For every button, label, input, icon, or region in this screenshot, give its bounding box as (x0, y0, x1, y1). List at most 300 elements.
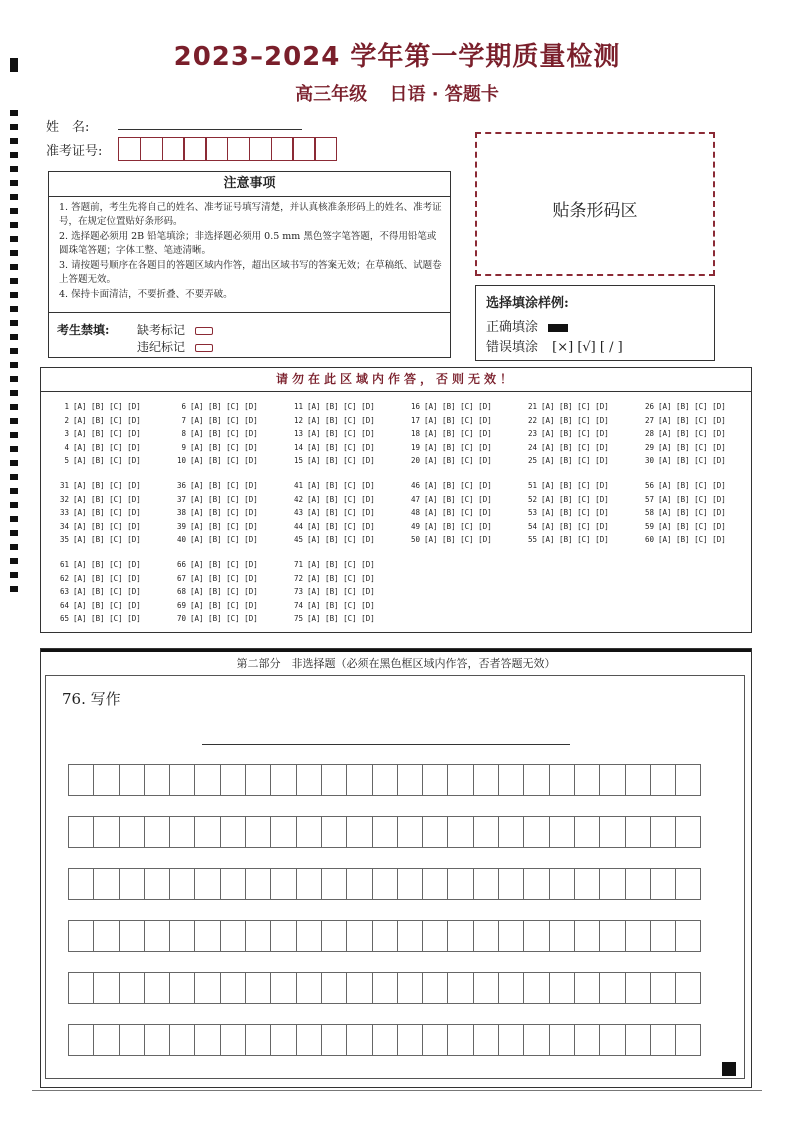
answer-options[interactable]: [A] [B] [C] [D] (73, 521, 141, 531)
answer-options[interactable]: [A] [B] [C] [D] (424, 402, 492, 411)
writing-cell[interactable] (473, 920, 499, 952)
writing-cell[interactable] (498, 764, 524, 796)
writing-cell[interactable] (245, 1024, 271, 1056)
mc-question[interactable] (404, 416, 492, 425)
writing-cell[interactable] (675, 972, 701, 1004)
mc-question[interactable] (404, 429, 492, 438)
writing-cell[interactable] (245, 868, 271, 900)
writing-cell[interactable] (220, 972, 246, 1004)
writing-grid-row[interactable] (68, 816, 700, 848)
answer-options[interactable]: [A] [B] [C] [D] (541, 508, 609, 517)
answer-options[interactable]: [A] [B] [C] [D] (424, 494, 492, 504)
writing-cell[interactable] (119, 920, 145, 952)
mc-question[interactable] (638, 508, 726, 517)
writing-cell[interactable] (447, 972, 473, 1004)
writing-cell[interactable] (119, 1024, 145, 1056)
answer-options[interactable]: [A] [B] [C] [D] (190, 573, 258, 583)
writing-cell[interactable] (296, 868, 322, 900)
writing-cell[interactable] (245, 764, 271, 796)
exam-id-digit-box[interactable] (205, 137, 228, 161)
mc-question[interactable] (404, 443, 492, 452)
mc-question[interactable] (404, 495, 492, 504)
writing-cell[interactable] (498, 816, 524, 848)
mc-question[interactable] (638, 416, 726, 425)
writing-cell[interactable] (68, 920, 94, 952)
mc-question[interactable] (53, 416, 141, 425)
writing-cell[interactable] (397, 816, 423, 848)
mc-question[interactable] (170, 574, 258, 583)
mc-question[interactable] (521, 416, 609, 425)
mc-question[interactable] (638, 495, 726, 504)
answer-options[interactable]: [A] [B] [C] [D] (658, 508, 726, 517)
writing-cell[interactable] (422, 764, 448, 796)
mc-question[interactable] (53, 429, 141, 438)
mc-question[interactable] (53, 522, 141, 531)
writing-cell[interactable] (93, 816, 119, 848)
writing-cell[interactable] (650, 764, 676, 796)
writing-cell[interactable] (397, 972, 423, 1004)
writing-cell[interactable] (498, 972, 524, 1004)
mc-question[interactable] (638, 456, 726, 465)
writing-cell[interactable] (68, 1024, 94, 1056)
writing-cell[interactable] (346, 972, 372, 1004)
writing-cell[interactable] (321, 972, 347, 1004)
mc-question[interactable] (53, 508, 141, 517)
writing-cell[interactable] (296, 972, 322, 1004)
writing-cell[interactable] (473, 1024, 499, 1056)
writing-cell[interactable] (220, 764, 246, 796)
writing-cell[interactable] (169, 1024, 195, 1056)
mc-question[interactable] (53, 535, 141, 544)
writing-cell[interactable] (194, 972, 220, 1004)
absent-mark-box[interactable] (195, 327, 213, 335)
violation-mark-box[interactable] (195, 344, 213, 352)
writing-cell[interactable] (144, 868, 170, 900)
writing-cell[interactable] (144, 920, 170, 952)
mc-question[interactable] (638, 535, 726, 544)
mc-question[interactable] (287, 587, 375, 596)
writing-cell[interactable] (372, 816, 398, 848)
mc-question[interactable] (53, 456, 141, 465)
writing-cell[interactable] (498, 868, 524, 900)
mc-question[interactable] (521, 429, 609, 438)
mc-question[interactable] (170, 402, 258, 411)
writing-cell[interactable] (422, 868, 448, 900)
writing-cell[interactable] (650, 972, 676, 1004)
writing-cell[interactable] (625, 764, 651, 796)
writing-cell[interactable] (68, 816, 94, 848)
writing-cell[interactable] (473, 972, 499, 1004)
mc-question[interactable] (287, 560, 375, 569)
writing-cell[interactable] (270, 816, 296, 848)
mc-question[interactable] (170, 522, 258, 531)
writing-cell[interactable] (93, 972, 119, 1004)
mc-question[interactable] (638, 443, 726, 452)
writing-grid-row[interactable] (68, 972, 700, 1004)
answer-options[interactable]: [A] [B] [C] [D] (73, 402, 141, 411)
writing-cell[interactable] (321, 764, 347, 796)
writing-cell[interactable] (270, 972, 296, 1004)
writing-cell[interactable] (169, 816, 195, 848)
answer-options[interactable]: [A] [B] [C] [D] (424, 521, 492, 531)
writing-cell[interactable] (625, 816, 651, 848)
answer-options[interactable]: [A] [B] [C] [D] (307, 415, 375, 425)
answer-options[interactable]: [A] [B] [C] [D] (190, 429, 258, 438)
answer-options[interactable]: [A] [B] [C] [D] (73, 481, 141, 490)
mc-question[interactable] (287, 522, 375, 531)
mc-question[interactable] (287, 508, 375, 517)
writing-cell[interactable] (169, 920, 195, 952)
mc-question[interactable] (170, 443, 258, 452)
answer-options[interactable]: [A] [B] [C] [D] (307, 456, 375, 465)
writing-cell[interactable] (675, 764, 701, 796)
writing-cell[interactable] (422, 920, 448, 952)
writing-cell[interactable] (523, 764, 549, 796)
mc-question[interactable] (170, 614, 258, 623)
mc-question[interactable] (287, 614, 375, 623)
answer-options[interactable]: [A] [B] [C] [D] (190, 456, 258, 465)
mc-question[interactable] (287, 402, 375, 411)
writing-cell[interactable] (447, 868, 473, 900)
mc-question[interactable] (170, 416, 258, 425)
mc-question[interactable] (521, 508, 609, 517)
mc-question[interactable] (170, 560, 258, 569)
writing-cell[interactable] (523, 1024, 549, 1056)
writing-cell[interactable] (397, 1024, 423, 1056)
writing-cell[interactable] (447, 816, 473, 848)
answer-options[interactable]: [A] [B] [C] [D] (658, 456, 726, 465)
mc-question[interactable] (287, 481, 375, 490)
writing-cell[interactable] (93, 868, 119, 900)
mc-question[interactable] (53, 481, 141, 490)
answer-options[interactable]: [A] [B] [C] [D] (541, 415, 609, 425)
exam-id-digit-box[interactable] (118, 137, 141, 161)
mc-question[interactable] (53, 402, 141, 411)
writing-cell[interactable] (625, 972, 651, 1004)
writing-cell[interactable] (372, 764, 398, 796)
writing-cell[interactable] (245, 972, 271, 1004)
writing-cell[interactable] (93, 1024, 119, 1056)
answer-options[interactable]: [A] [B] [C] [D] (541, 429, 609, 438)
writing-cell[interactable] (296, 764, 322, 796)
writing-cell[interactable] (447, 764, 473, 796)
answer-options[interactable]: [A] [B] [C] [D] (190, 535, 258, 544)
answer-options[interactable]: [A] [B] [C] [D] (307, 494, 375, 504)
mc-question[interactable] (404, 402, 492, 411)
answer-options[interactable]: [A] [B] [C] [D] (73, 600, 141, 610)
mc-question[interactable] (521, 481, 609, 490)
writing-cell[interactable] (372, 868, 398, 900)
mc-question[interactable] (521, 443, 609, 452)
exam-id-digit-box[interactable] (314, 137, 337, 161)
writing-cell[interactable] (549, 816, 575, 848)
mc-question[interactable] (170, 508, 258, 517)
mc-question[interactable] (404, 456, 492, 465)
answer-options[interactable]: [A] [B] [C] [D] (73, 508, 141, 517)
writing-cell[interactable] (321, 1024, 347, 1056)
writing-grid-row[interactable] (68, 868, 700, 900)
writing-grid-row[interactable] (68, 920, 700, 952)
answer-options[interactable]: [A] [B] [C] [D] (541, 456, 609, 465)
answer-options[interactable]: [A] [B] [C] [D] (190, 521, 258, 531)
exam-id-digit-box[interactable] (249, 137, 272, 161)
writing-cell[interactable] (321, 816, 347, 848)
writing-cell[interactable] (296, 816, 322, 848)
writing-cell[interactable] (194, 764, 220, 796)
answer-options[interactable]: [A] [B] [C] [D] (190, 415, 258, 425)
writing-cell[interactable] (169, 764, 195, 796)
answer-options[interactable]: [A] [B] [C] [D] (658, 442, 726, 452)
exam-id-digit-box[interactable] (227, 137, 250, 161)
answer-options[interactable]: [A] [B] [C] [D] (424, 429, 492, 438)
writing-cell[interactable] (270, 920, 296, 952)
mc-question[interactable] (53, 574, 141, 583)
answer-options[interactable]: [A] [B] [C] [D] (190, 560, 258, 569)
exam-id-boxes[interactable] (118, 137, 336, 161)
answer-options[interactable]: [A] [B] [C] [D] (73, 442, 141, 452)
writing-cell[interactable] (346, 764, 372, 796)
writing-cell[interactable] (574, 920, 600, 952)
answer-options[interactable]: [A] [B] [C] [D] (541, 494, 609, 504)
writing-cell[interactable] (372, 1024, 398, 1056)
mc-question[interactable] (287, 416, 375, 425)
writing-cell[interactable] (119, 972, 145, 1004)
writing-cell[interactable] (574, 816, 600, 848)
writing-cell[interactable] (220, 868, 246, 900)
mc-question[interactable] (170, 456, 258, 465)
answer-options[interactable]: [A] [B] [C] [D] (307, 560, 375, 569)
writing-cell[interactable] (169, 868, 195, 900)
writing-cell[interactable] (650, 1024, 676, 1056)
answer-options[interactable]: [A] [B] [C] [D] (307, 508, 375, 517)
writing-cell[interactable] (144, 816, 170, 848)
answer-options[interactable]: [A] [B] [C] [D] (307, 600, 375, 610)
answer-options[interactable]: [A] [B] [C] [D] (307, 442, 375, 452)
writing-cell[interactable] (220, 816, 246, 848)
writing-cell[interactable] (397, 868, 423, 900)
writing-cell[interactable] (599, 868, 625, 900)
answer-options[interactable]: [A] [B] [C] [D] (190, 508, 258, 517)
answer-options[interactable]: [A] [B] [C] [D] (190, 481, 258, 490)
essay-title-line[interactable] (202, 744, 570, 745)
writing-cell[interactable] (119, 816, 145, 848)
writing-cell[interactable] (372, 972, 398, 1004)
writing-cell[interactable] (321, 868, 347, 900)
writing-cell[interactable] (169, 972, 195, 1004)
writing-cell[interactable] (625, 868, 651, 900)
mc-question[interactable] (287, 535, 375, 544)
answer-options[interactable]: [A] [B] [C] [D] (73, 456, 141, 465)
answer-options[interactable]: [A] [B] [C] [D] (424, 481, 492, 490)
writing-cell[interactable] (245, 816, 271, 848)
writing-cell[interactable] (194, 868, 220, 900)
answer-options[interactable]: [A] [B] [C] [D] (190, 402, 258, 411)
answer-options[interactable]: [A] [B] [C] [D] (307, 481, 375, 490)
writing-cell[interactable] (549, 868, 575, 900)
exam-id-digit-box[interactable] (183, 137, 206, 161)
writing-cell[interactable] (119, 764, 145, 796)
mc-question[interactable] (170, 495, 258, 504)
writing-cell[interactable] (574, 1024, 600, 1056)
writing-cell[interactable] (68, 764, 94, 796)
writing-cell[interactable] (549, 972, 575, 1004)
answer-options[interactable]: [A] [B] [C] [D] (541, 402, 609, 411)
mc-question[interactable] (404, 535, 492, 544)
writing-cell[interactable] (144, 1024, 170, 1056)
mc-question[interactable] (287, 456, 375, 465)
exam-id-digit-box[interactable] (162, 137, 185, 161)
mc-question[interactable] (53, 587, 141, 596)
writing-cell[interactable] (422, 972, 448, 1004)
writing-cell[interactable] (675, 920, 701, 952)
mc-question[interactable] (521, 535, 609, 544)
answer-options[interactable]: [A] [B] [C] [D] (73, 614, 141, 623)
writing-cell[interactable] (346, 1024, 372, 1056)
mc-question[interactable] (287, 429, 375, 438)
answer-options[interactable]: [A] [B] [C] [D] (307, 429, 375, 438)
mc-question[interactable] (521, 522, 609, 531)
writing-cell[interactable] (498, 920, 524, 952)
mc-question[interactable] (53, 443, 141, 452)
mc-question[interactable] (287, 443, 375, 452)
writing-cell[interactable] (675, 816, 701, 848)
writing-cell[interactable] (523, 868, 549, 900)
writing-cell[interactable] (549, 920, 575, 952)
exam-id-digit-box[interactable] (292, 137, 315, 161)
mc-question[interactable] (404, 522, 492, 531)
writing-cell[interactable] (68, 868, 94, 900)
answer-options[interactable]: [A] [B] [C] [D] (73, 415, 141, 425)
writing-cell[interactable] (245, 920, 271, 952)
writing-cell[interactable] (270, 1024, 296, 1056)
writing-cell[interactable] (599, 1024, 625, 1056)
writing-cell[interactable] (270, 764, 296, 796)
answer-options[interactable]: [A] [B] [C] [D] (424, 415, 492, 425)
mc-question[interactable] (287, 495, 375, 504)
writing-cell[interactable] (346, 816, 372, 848)
writing-cell[interactable] (523, 972, 549, 1004)
writing-cell[interactable] (599, 816, 625, 848)
writing-cell[interactable] (270, 868, 296, 900)
answer-options[interactable]: [A] [B] [C] [D] (658, 535, 726, 544)
writing-cell[interactable] (397, 764, 423, 796)
writing-cell[interactable] (650, 868, 676, 900)
mc-question[interactable] (170, 481, 258, 490)
writing-cell[interactable] (144, 764, 170, 796)
answer-options[interactable]: [A] [B] [C] [D] (73, 560, 141, 569)
mc-question[interactable] (521, 402, 609, 411)
writing-cell[interactable] (447, 1024, 473, 1056)
mc-question[interactable] (287, 574, 375, 583)
mc-question[interactable] (170, 429, 258, 438)
answer-options[interactable]: [A] [B] [C] [D] (190, 614, 258, 623)
writing-cell[interactable] (650, 920, 676, 952)
writing-grid-row[interactable] (68, 1024, 700, 1056)
writing-cell[interactable] (194, 816, 220, 848)
writing-cell[interactable] (321, 920, 347, 952)
mc-question[interactable] (521, 456, 609, 465)
answer-options[interactable]: [A] [B] [C] [D] (307, 535, 375, 544)
answer-options[interactable]: [A] [B] [C] [D] (73, 587, 141, 596)
name-field[interactable] (118, 129, 302, 130)
answer-options[interactable]: [A] [B] [C] [D] (541, 521, 609, 531)
answer-options[interactable]: [A] [B] [C] [D] (307, 573, 375, 583)
answer-options[interactable]: [A] [B] [C] [D] (658, 415, 726, 425)
answer-options[interactable]: [A] [B] [C] [D] (424, 442, 492, 452)
writing-cell[interactable] (599, 920, 625, 952)
exam-id-digit-box[interactable] (271, 137, 294, 161)
answer-options[interactable]: [A] [B] [C] [D] (190, 587, 258, 596)
answer-options[interactable]: [A] [B] [C] [D] (541, 481, 609, 490)
writing-cell[interactable] (296, 920, 322, 952)
writing-cell[interactable] (599, 764, 625, 796)
mc-question[interactable] (638, 429, 726, 438)
writing-cell[interactable] (119, 868, 145, 900)
mc-question[interactable] (638, 522, 726, 531)
answer-options[interactable]: [A] [B] [C] [D] (73, 429, 141, 438)
answer-options[interactable]: [A] [B] [C] [D] (658, 521, 726, 531)
mc-question[interactable] (521, 495, 609, 504)
mc-question[interactable] (53, 495, 141, 504)
answer-options[interactable]: [A] [B] [C] [D] (307, 402, 375, 411)
answer-options[interactable]: [A] [B] [C] [D] (307, 587, 375, 596)
mc-question[interactable] (287, 601, 375, 610)
writing-cell[interactable] (68, 972, 94, 1004)
answer-options[interactable]: [A] [B] [C] [D] (658, 494, 726, 504)
writing-cell[interactable] (549, 1024, 575, 1056)
mc-question[interactable] (170, 535, 258, 544)
writing-cell[interactable] (346, 868, 372, 900)
answer-options[interactable]: [A] [B] [C] [D] (424, 456, 492, 465)
writing-cell[interactable] (574, 972, 600, 1004)
writing-cell[interactable] (372, 920, 398, 952)
answer-options[interactable]: [A] [B] [C] [D] (190, 442, 258, 452)
writing-cell[interactable] (650, 816, 676, 848)
mc-question[interactable] (638, 402, 726, 411)
writing-cell[interactable] (523, 920, 549, 952)
writing-cell[interactable] (549, 764, 575, 796)
writing-cell[interactable] (220, 1024, 246, 1056)
answer-options[interactable]: [A] [B] [C] [D] (424, 535, 492, 544)
mc-question[interactable] (404, 481, 492, 490)
answer-options[interactable]: [A] [B] [C] [D] (658, 429, 726, 438)
writing-cell[interactable] (93, 764, 119, 796)
writing-cell[interactable] (296, 1024, 322, 1056)
exam-id-digit-box[interactable] (140, 137, 163, 161)
answer-options[interactable]: [A] [B] [C] [D] (190, 600, 258, 610)
writing-cell[interactable] (220, 920, 246, 952)
writing-cell[interactable] (625, 920, 651, 952)
mc-question[interactable] (638, 481, 726, 490)
writing-cell[interactable] (93, 920, 119, 952)
answer-options[interactable]: [A] [B] [C] [D] (541, 535, 609, 544)
answer-options[interactable]: [A] [B] [C] [D] (658, 481, 726, 490)
writing-cell[interactable] (194, 1024, 220, 1056)
writing-grid-row[interactable] (68, 764, 700, 796)
writing-cell[interactable] (447, 920, 473, 952)
answer-options[interactable]: [A] [B] [C] [D] (658, 402, 726, 411)
answer-options[interactable]: [A] [B] [C] [D] (541, 442, 609, 452)
answer-options[interactable]: [A] [B] [C] [D] (190, 494, 258, 504)
writing-cell[interactable] (574, 868, 600, 900)
answer-options[interactable]: [A] [B] [C] [D] (73, 535, 141, 544)
answer-options[interactable]: [A] [B] [C] [D] (73, 573, 141, 583)
answer-options[interactable]: [A] [B] [C] [D] (307, 614, 375, 623)
writing-cell[interactable] (625, 1024, 651, 1056)
mc-question[interactable] (404, 508, 492, 517)
writing-cell[interactable] (599, 972, 625, 1004)
mc-question[interactable] (170, 601, 258, 610)
